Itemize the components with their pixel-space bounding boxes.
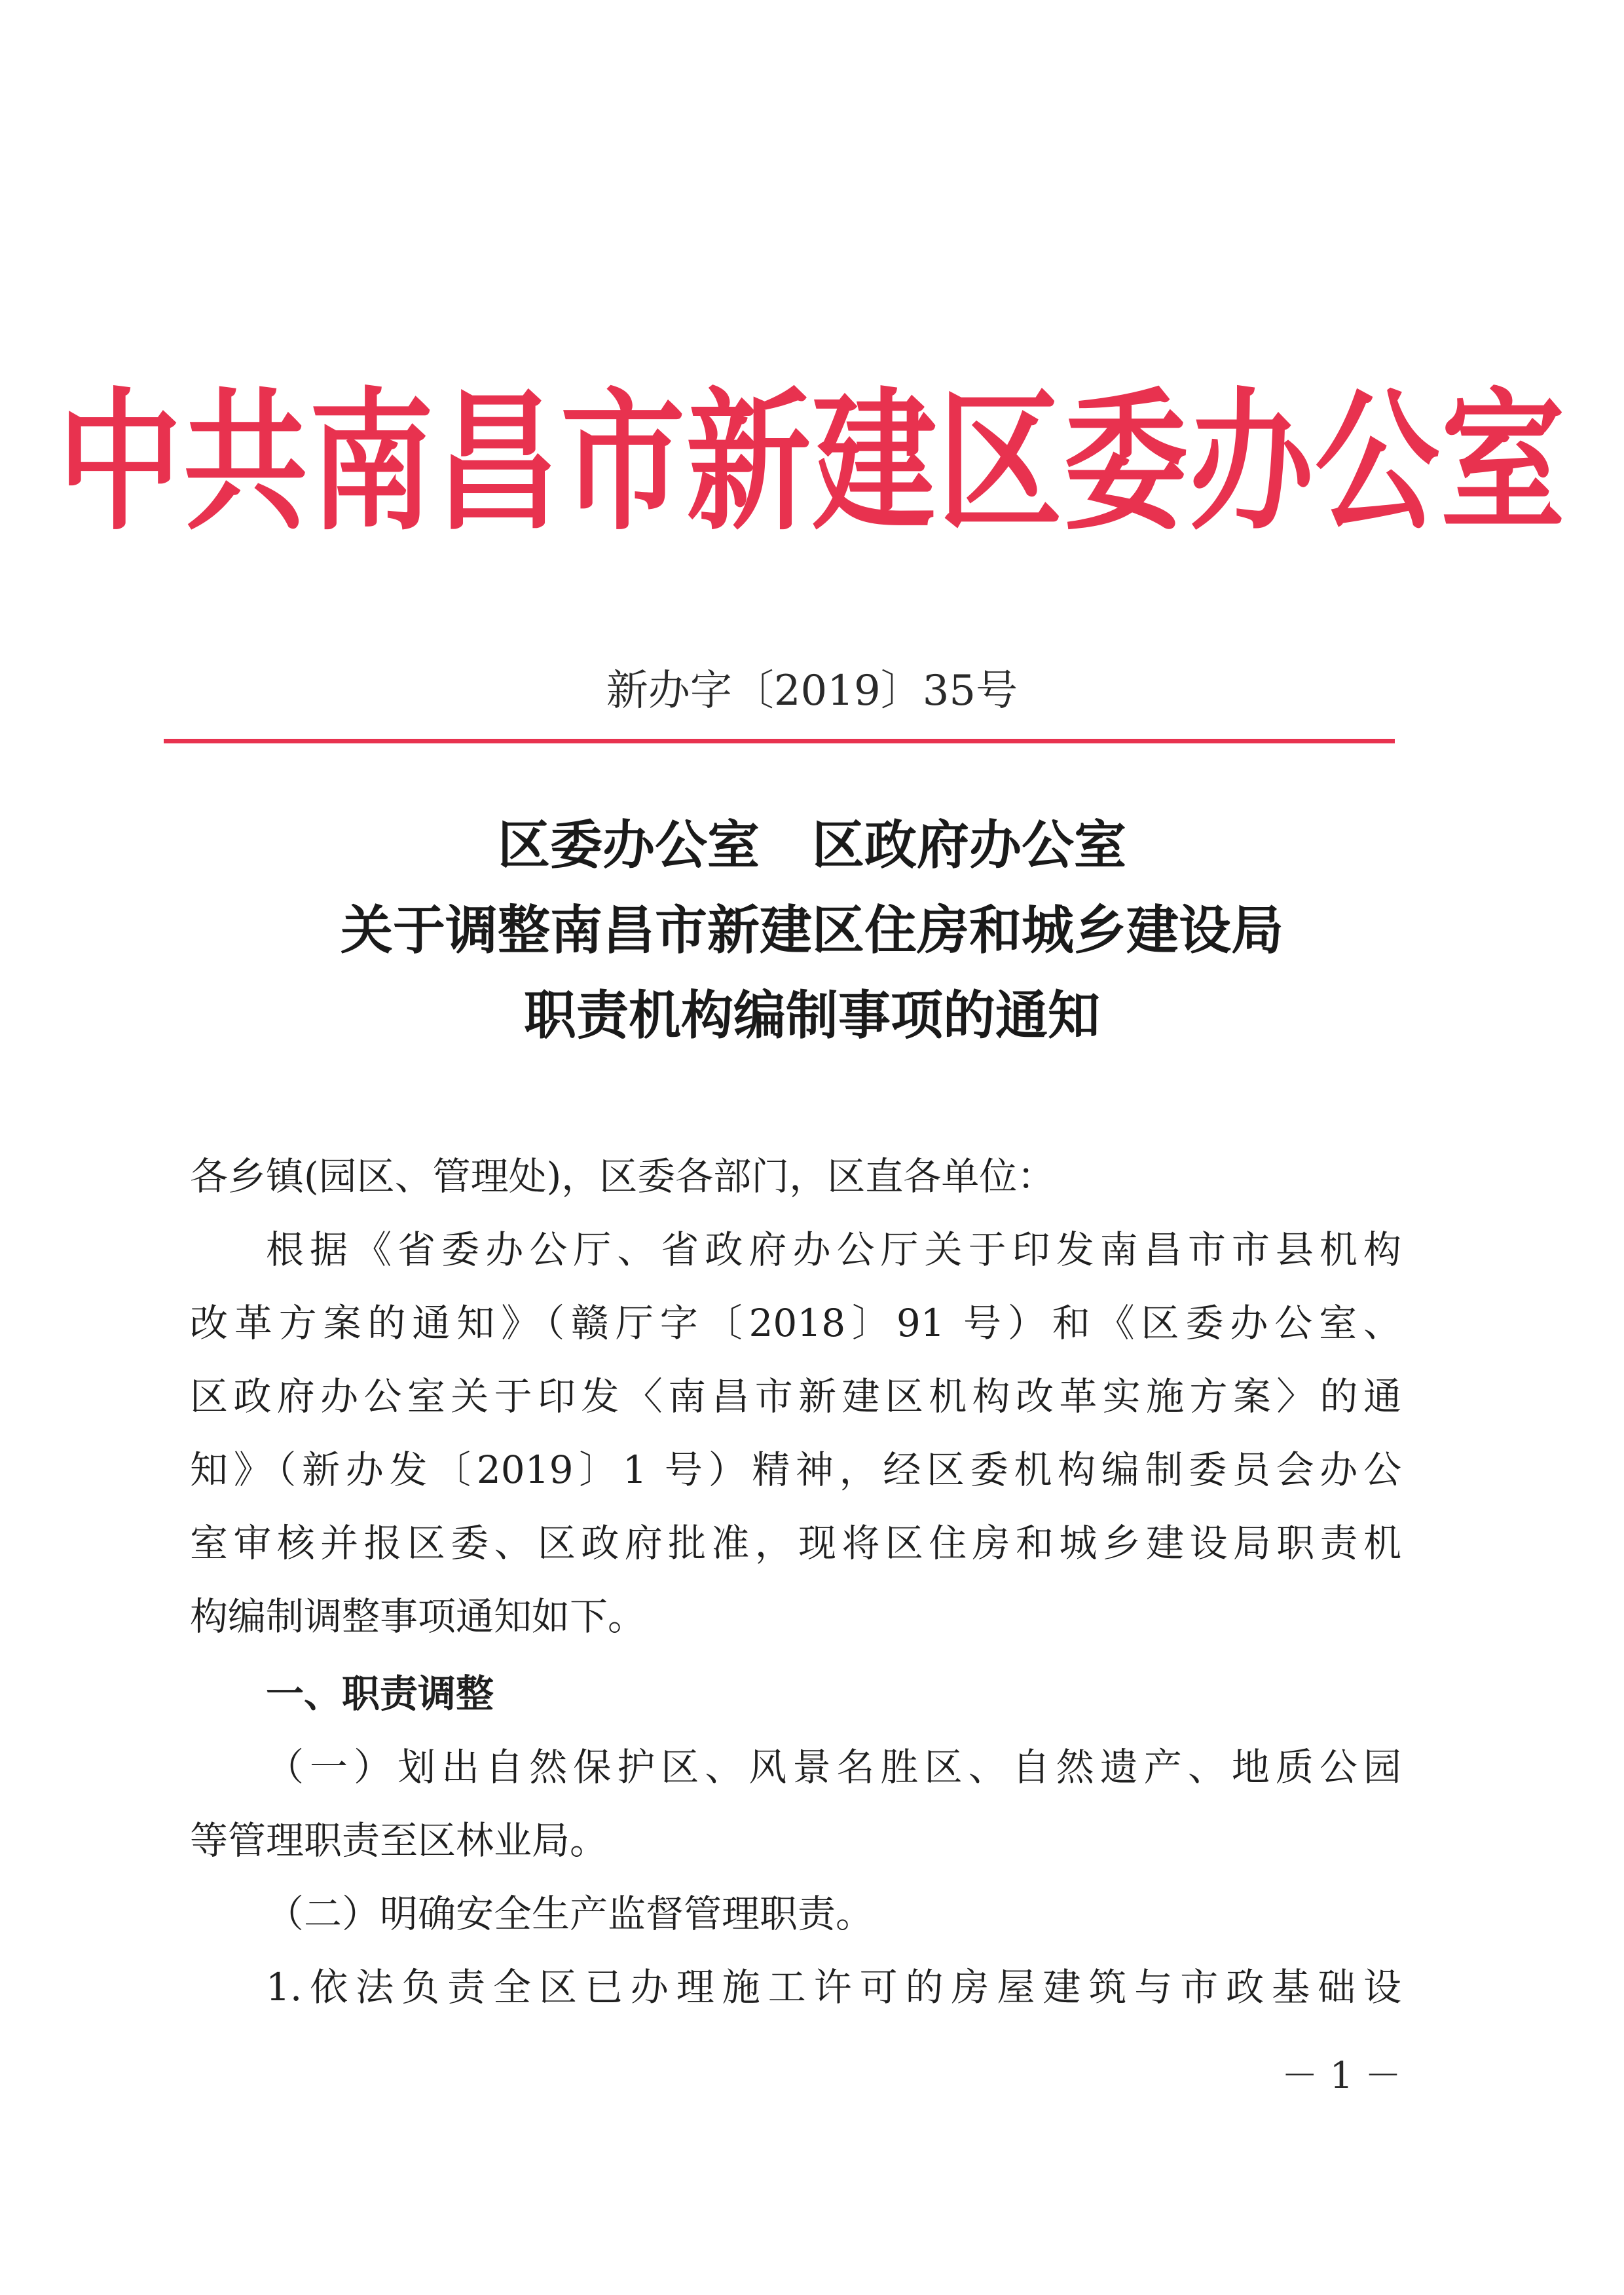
paragraph-1-line: 区政府办公室关于印发〈南昌市新建区机构改革实施方案〉的通 xyxy=(190,1374,1401,1419)
document-title xyxy=(0,802,1624,1058)
document-body xyxy=(190,1140,1401,2024)
paragraph-1-line: 室审核并报区委、区政府批准，现将区住房和城乡建设局职责机 xyxy=(190,1521,1401,1565)
red-separator-line xyxy=(164,739,1395,743)
paragraph-1-line: 根据《省委办公厅、省政府办公厅关于印发南昌市市县机构 xyxy=(266,1227,1401,1272)
section-heading: 一、职责调整 xyxy=(266,1671,494,1716)
paragraph-1-line: 构编制调整事项通知如下。 xyxy=(190,1594,646,1639)
item-1-line: （一）划出自然保护区、风景名胜区、自然遗产、地质公园 xyxy=(266,1745,1401,1789)
title-line-2: 关于调整南昌市新建区住房和城乡建设局 xyxy=(341,899,1283,961)
page-number: － 1 － xyxy=(1281,2055,1401,2097)
item-2-1-line: 1.依法负责全区已办理施工许可的房屋建筑与市政基础设 xyxy=(266,1965,1401,2009)
document-number: 新办字〔2019〕35号 xyxy=(606,667,1018,715)
title-line-3: 职责机构编制事项的通知 xyxy=(524,984,1100,1046)
issuer-masthead: 中共南昌市新建区委办公室 xyxy=(57,374,1566,551)
item-1-line: 等管理职责至区林业局。 xyxy=(190,1818,608,1863)
item-2: （二）明确安全生产监督管理职责。 xyxy=(266,1892,874,1936)
paragraph-1-line: 改革方案的通知》（赣厅字〔2018〕91 号）和《区委办公室、 xyxy=(190,1301,1401,1345)
salutation: 各乡镇(园区、管理处)，区委各部门，区直各单位： xyxy=(190,1154,1056,1199)
paragraph-1-line: 知》（新办发〔2019〕1 号）精神，经区委机构编制委员会办公 xyxy=(190,1447,1401,1492)
title-line-1: 区委办公室 区政府办公室 xyxy=(498,814,1126,876)
